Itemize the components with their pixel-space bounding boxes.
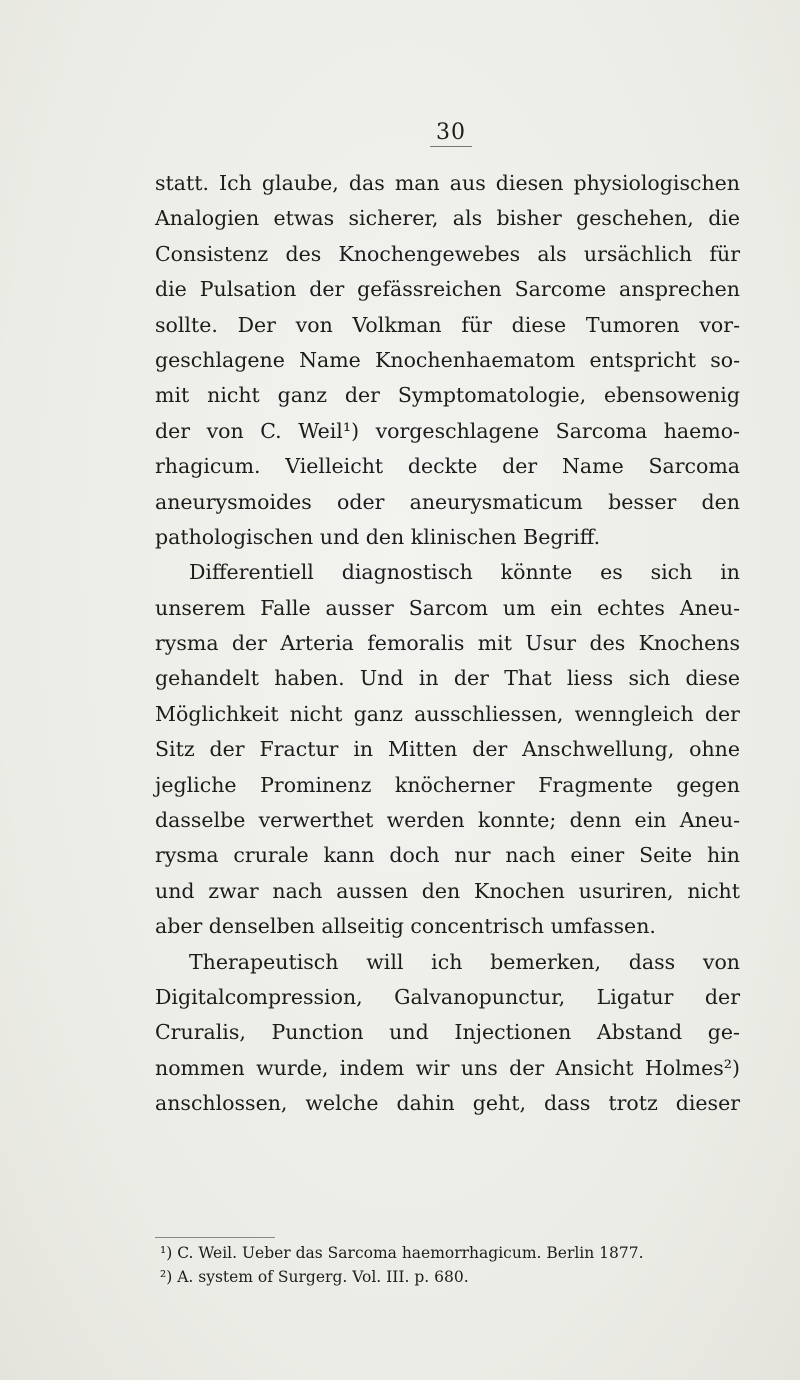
text-line: gehandelt haben. Und in der That liess sich diese [155, 666, 740, 691]
text-line: Differentiell diagnostisch könnte es sich in [189, 560, 740, 585]
text-line: und zwar nach aussen den Knochen usuriren, nicht [155, 878, 740, 903]
text-line: statt. Ich glaube, das man aus diesen physiologischen [155, 171, 740, 195]
text-line: Sitz der Fractur in Mitten der Anschwellung, ohne [155, 737, 740, 762]
text-line: Cruralis, Punction und Injectionen Abstand ge- [155, 1020, 740, 1045]
footnotes [160, 1241, 740, 1289]
text-line: unserem Falle ausser Sarcom um ein echtes Aneu- [155, 595, 740, 620]
text-line: der von C. Weil¹) vorgeschlagene Sarcoma haemo- [155, 418, 740, 443]
footnote-rule [155, 1237, 275, 1238]
body-text [155, 166, 740, 1122]
text-line: Therapeutisch will ich bemerken, dass von [189, 949, 740, 974]
page-number: 30 [430, 120, 472, 147]
text-line: mit nicht ganz der Symptomatologie, ebensowenig [155, 383, 740, 408]
text-line: Consistenz des Knochengewebes als ursächlich für [155, 241, 740, 266]
text-line: rhagicum. Vielleicht deckte der Name Sarcoma [155, 454, 740, 479]
text-line: nommen wurde, indem wir uns der Ansicht Holmes²) [155, 1055, 740, 1080]
text-line: anschlossen, welche dahin geht, dass trotz dieser [155, 1091, 740, 1116]
text-line: rysma crurale kann doch nur nach einer Seite hin [155, 843, 740, 868]
text-line: aber denselben allseitig concentrisch umfassen. [155, 914, 656, 939]
text-line: jegliche Prominenz knöcherner Fragmente gegen [155, 772, 740, 797]
footnote: ¹) C. Weil. Ueber das Sarcoma haemorrhagicum. Berlin 1877. [160, 1244, 644, 1262]
text-line: pathologischen und den klinischen Begriff. [155, 524, 601, 549]
text-line: sollte. Der von Volkman für diese Tumoren vor- [155, 312, 740, 337]
text-line: geschlagene Name Knochenhaematom entspricht so- [155, 347, 740, 372]
footnote: ²) A. system of Surgerg. Vol. III. p. 680. [160, 1268, 469, 1286]
text-line: aneurysmoides oder aneurysmaticum besser den [155, 489, 740, 514]
text-line: rysma der Arteria femoralis mit Usur des Knochens [155, 631, 740, 656]
text-line: die Pulsation der gefässreichen Sarcome ansprechen [155, 277, 740, 302]
text-line: Möglichkeit nicht ganz ausschliessen, wenngleich der [155, 701, 740, 726]
text-line: Digitalcompression, Galvanopunctur, Ligatur der [155, 984, 740, 1009]
text-line: dasselbe verwerthet werden konnte; denn ein Aneu- [155, 808, 740, 833]
text-line: Analogien etwas sicherer, als bisher geschehen, die [155, 206, 740, 231]
